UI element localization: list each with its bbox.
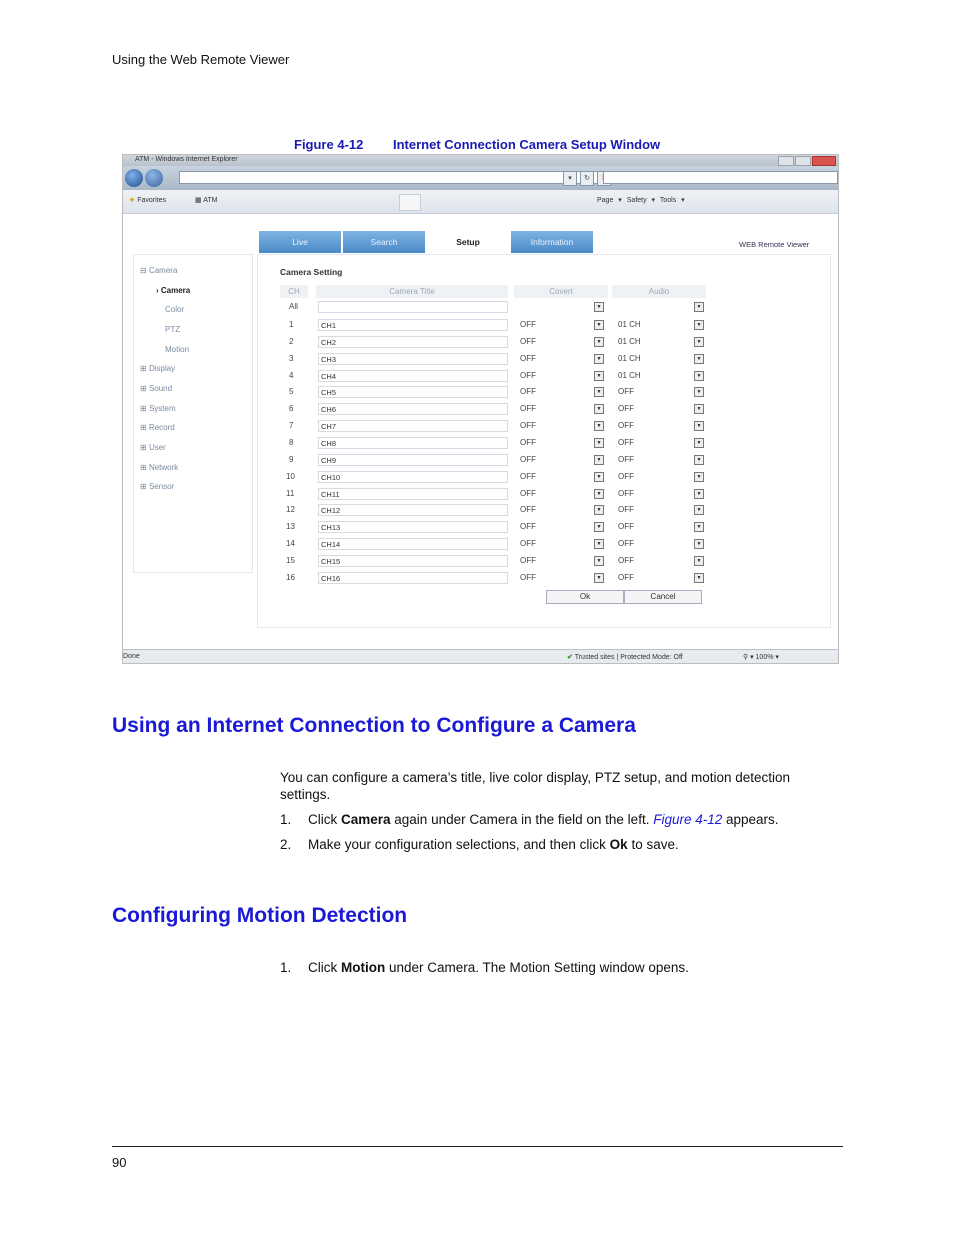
tab-search[interactable]: Search — [343, 231, 425, 253]
search-input[interactable] — [603, 171, 838, 184]
covert-dropdown-icon[interactable]: ▼ — [594, 505, 604, 515]
running-head: Using the Web Remote Viewer — [112, 52, 290, 67]
covert-value: OFF — [520, 556, 536, 565]
star-icon: ★ — [129, 197, 136, 204]
new-tab-button[interactable] — [399, 194, 421, 211]
camera-title-input[interactable]: CH16 — [318, 572, 508, 584]
tab-setup[interactable]: Setup — [427, 231, 509, 253]
audio-value: OFF — [618, 505, 634, 514]
row-ch: 15 — [286, 556, 295, 565]
audio-value: OFF — [618, 404, 634, 413]
page-number: 90 — [112, 1155, 127, 1170]
audio-dropdown-icon[interactable]: ▼ — [694, 556, 704, 566]
audio-dropdown-icon[interactable]: ▼ — [694, 505, 704, 515]
covert-value: OFF — [520, 320, 536, 329]
audio-dropdown-icon[interactable]: ▼ — [694, 472, 704, 482]
col-ch: CH — [280, 285, 308, 298]
browser-tab[interactable]: ▦ ATM — [195, 197, 218, 204]
camera-title-input[interactable]: CH11 — [318, 488, 508, 500]
security-zone: ✔ Trusted sites | Protected Mode: Off — [567, 654, 683, 661]
figure-number: Figure 4-12 — [294, 137, 364, 152]
covert-value: OFF — [520, 421, 536, 430]
audio-value: OFF — [618, 489, 634, 498]
camera-title-input[interactable]: CH9 — [318, 454, 508, 466]
url-input[interactable] — [179, 171, 599, 184]
audio-value: 01 CH — [618, 337, 641, 346]
covert-dropdown-icon[interactable]: ▼ — [594, 438, 604, 448]
audio-value: OFF — [618, 556, 634, 565]
tree-ptz[interactable]: PTZ — [165, 325, 181, 334]
section-title: Camera Setting — [280, 267, 343, 277]
col-audio: Audio — [612, 285, 706, 298]
covert-value: OFF — [520, 472, 536, 481]
camera-title-input[interactable]: CH10 — [318, 471, 508, 483]
row-ch: 11 — [286, 489, 295, 498]
covert-dropdown-icon[interactable]: ▼ — [594, 556, 604, 566]
covert-value: OFF — [520, 371, 536, 380]
row-ch: 2 — [289, 337, 294, 346]
figure-caption — [294, 137, 660, 152]
covert-dropdown-icon[interactable]: ▼ — [594, 354, 604, 364]
audio-dropdown-icon[interactable]: ▼ — [694, 489, 704, 499]
intro-paragraph: You can configure a camera’s title, live color display, PTZ setup, and motion detection settings. — [280, 770, 791, 802]
section-heading-configure-camera: Using an Internet Connection to Configure a Camera — [112, 714, 636, 737]
audio-value: OFF — [618, 455, 634, 464]
tree-record[interactable]: ⊞ Record — [140, 423, 175, 432]
refresh-icon[interactable]: ↻ — [580, 171, 594, 186]
audio-dropdown-icon[interactable]: ▼ — [694, 539, 704, 549]
figure-title: Internet Connection Camera Setup Window — [393, 137, 661, 152]
covert-dropdown-icon[interactable]: ▼ — [594, 337, 604, 347]
covert-value: OFF — [520, 404, 536, 413]
address-bar — [123, 166, 838, 190]
audio-dropdown-icon[interactable]: ▼ — [694, 337, 704, 347]
section-heading-motion: Configuring Motion Detection — [112, 904, 408, 927]
row-ch: 10 — [286, 472, 295, 481]
audio-value: OFF — [618, 522, 634, 531]
covert-value: OFF — [520, 387, 536, 396]
row-ch: 13 — [286, 522, 295, 531]
tab-information[interactable]: Information — [511, 231, 593, 253]
all-title-input[interactable] — [318, 301, 508, 313]
covert-dropdown-icon[interactable]: ▼ — [594, 573, 604, 583]
audio-value: OFF — [618, 421, 634, 430]
check-icon: ✔ — [567, 654, 573, 661]
all-covert-dropdown[interactable]: ▼ — [594, 302, 604, 312]
row-ch: 6 — [289, 404, 294, 413]
camera-title-input[interactable]: CH13 — [318, 521, 508, 533]
audio-value: 01 CH — [618, 371, 641, 380]
covert-value: OFF — [520, 489, 536, 498]
camera-title-input[interactable]: CH3 — [318, 353, 508, 365]
tree-color[interactable]: Color — [165, 305, 185, 314]
tree-display[interactable]: ⊞ Display — [140, 364, 176, 373]
camera-title-input[interactable]: CH2 — [318, 336, 508, 348]
audio-dropdown-icon[interactable]: ▼ — [694, 522, 704, 532]
tree-motion[interactable]: Motion — [165, 345, 190, 354]
all-audio-dropdown[interactable]: ▼ — [694, 302, 704, 312]
camera-title-input[interactable]: CH8 — [318, 437, 508, 449]
row-ch: 14 — [286, 539, 295, 548]
camera-title-input[interactable]: CH5 — [318, 386, 508, 398]
covert-dropdown-icon[interactable]: ▼ — [594, 421, 604, 431]
audio-dropdown-icon[interactable]: ▼ — [694, 354, 704, 364]
favorites-bar — [123, 190, 838, 214]
tree-system[interactable]: ⊞ System — [140, 404, 176, 413]
camera-title-input[interactable]: CH14 — [318, 538, 508, 550]
row-ch: 16 — [286, 573, 295, 582]
covert-dropdown-icon[interactable]: ▼ — [594, 371, 604, 381]
dropdown-icon[interactable]: ▾ — [563, 171, 577, 186]
brand-label: WEB Remote Viewer — [739, 240, 810, 249]
covert-dropdown-icon[interactable]: ▼ — [594, 387, 604, 397]
camera-title-input[interactable]: CH15 — [318, 555, 508, 567]
row-ch: 9 — [289, 455, 294, 464]
minimize-icon[interactable] — [778, 156, 794, 166]
ok-button[interactable]: Ok — [546, 590, 624, 604]
camera-title-input[interactable]: CH6 — [318, 403, 508, 415]
covert-value: OFF — [520, 455, 536, 464]
row-ch: 5 — [289, 387, 294, 396]
tree-camera[interactable]: › Camera — [156, 286, 191, 295]
camera-title-input[interactable]: CH12 — [318, 504, 508, 516]
covert-dropdown-icon[interactable]: ▼ — [594, 404, 604, 414]
audio-dropdown-icon[interactable]: ▼ — [694, 387, 704, 397]
camera-setting-panel — [257, 254, 831, 628]
cancel-button[interactable]: Cancel — [624, 590, 702, 604]
covert-value: OFF — [520, 337, 536, 346]
viewer-content — [123, 214, 839, 649]
audio-dropdown-icon[interactable]: ▼ — [694, 371, 704, 381]
col-covert: Covert — [514, 285, 608, 298]
status-text: Done — [123, 653, 140, 660]
footer-rule — [112, 1146, 843, 1147]
browser-title: ATM - Windows Internet Explorer — [135, 156, 238, 163]
covert-value: OFF — [520, 354, 536, 363]
browser-statusbar — [123, 649, 838, 664]
covert-value: OFF — [520, 522, 536, 531]
audio-dropdown-icon[interactable]: ▼ — [694, 421, 704, 431]
audio-dropdown-icon[interactable]: ▼ — [694, 438, 704, 448]
covert-value: OFF — [520, 539, 536, 548]
audio-dropdown-icon[interactable]: ▼ — [694, 320, 704, 330]
main-tabs — [259, 231, 593, 253]
row-ch: 4 — [289, 371, 294, 380]
covert-dropdown-icon[interactable]: ▼ — [594, 472, 604, 482]
back-icon[interactable] — [125, 169, 143, 187]
command-bar[interactable]: Page ▾ Safety ▾ Tools ▾ — [597, 197, 685, 204]
favorites-button[interactable]: ★ Favorites — [129, 197, 167, 204]
covert-dropdown-icon[interactable]: ▼ — [594, 539, 604, 549]
all-label: All — [289, 302, 298, 311]
audio-value: 01 CH — [618, 320, 641, 329]
audio-value: OFF — [618, 387, 634, 396]
tree-sensor[interactable]: ⊞ Sensor — [140, 482, 175, 491]
col-camera-title: Camera Title — [316, 285, 508, 298]
tree-network[interactable]: ⊞ Network — [140, 463, 179, 472]
audio-value: OFF — [618, 539, 634, 548]
covert-dropdown-icon[interactable]: ▼ — [594, 489, 604, 499]
setup-tree — [133, 254, 253, 573]
covert-dropdown-icon[interactable]: ▼ — [594, 522, 604, 532]
window-controls — [778, 156, 836, 166]
forward-icon[interactable] — [145, 169, 163, 187]
covert-dropdown-icon[interactable]: ▼ — [594, 320, 604, 330]
audio-dropdown-icon[interactable]: ▼ — [694, 404, 704, 414]
covert-value: OFF — [520, 438, 536, 447]
close-icon[interactable] — [812, 156, 836, 166]
camera-title-input[interactable]: CH1 — [318, 319, 508, 331]
audio-dropdown-icon[interactable]: ▼ — [694, 455, 704, 465]
figure-link[interactable]: Figure 4-12 — [653, 812, 723, 827]
covert-value: OFF — [520, 573, 536, 582]
row-ch: 1 — [289, 320, 294, 329]
audio-value: OFF — [618, 472, 634, 481]
camera-title-input[interactable]: CH7 — [318, 420, 508, 432]
tree-camera-group[interactable]: ⊟ Camera — [140, 266, 178, 275]
covert-dropdown-icon[interactable]: ▼ — [594, 455, 604, 465]
tree-sound[interactable]: ⊞ Sound — [140, 384, 173, 393]
maximize-icon[interactable] — [795, 156, 811, 166]
figure-screenshot — [122, 154, 839, 664]
camera-title-input[interactable]: CH4 — [318, 370, 508, 382]
tab-live[interactable]: Live — [259, 231, 341, 253]
browser-titlebar — [123, 155, 838, 166]
covert-value: OFF — [520, 505, 536, 514]
audio-value: OFF — [618, 573, 634, 582]
row-ch: 12 — [286, 505, 295, 514]
audio-value: OFF — [618, 438, 634, 447]
zoom-control[interactable]: ⚲ ▾ 100% ▾ — [743, 654, 779, 661]
tree-user[interactable]: ⊞ User — [140, 443, 166, 452]
audio-dropdown-icon[interactable]: ▼ — [694, 573, 704, 583]
row-ch: 3 — [289, 354, 294, 363]
page-icon: ▦ — [195, 197, 202, 204]
row-ch: 8 — [289, 438, 294, 447]
audio-value: 01 CH — [618, 354, 641, 363]
row-ch: 7 — [289, 421, 294, 430]
